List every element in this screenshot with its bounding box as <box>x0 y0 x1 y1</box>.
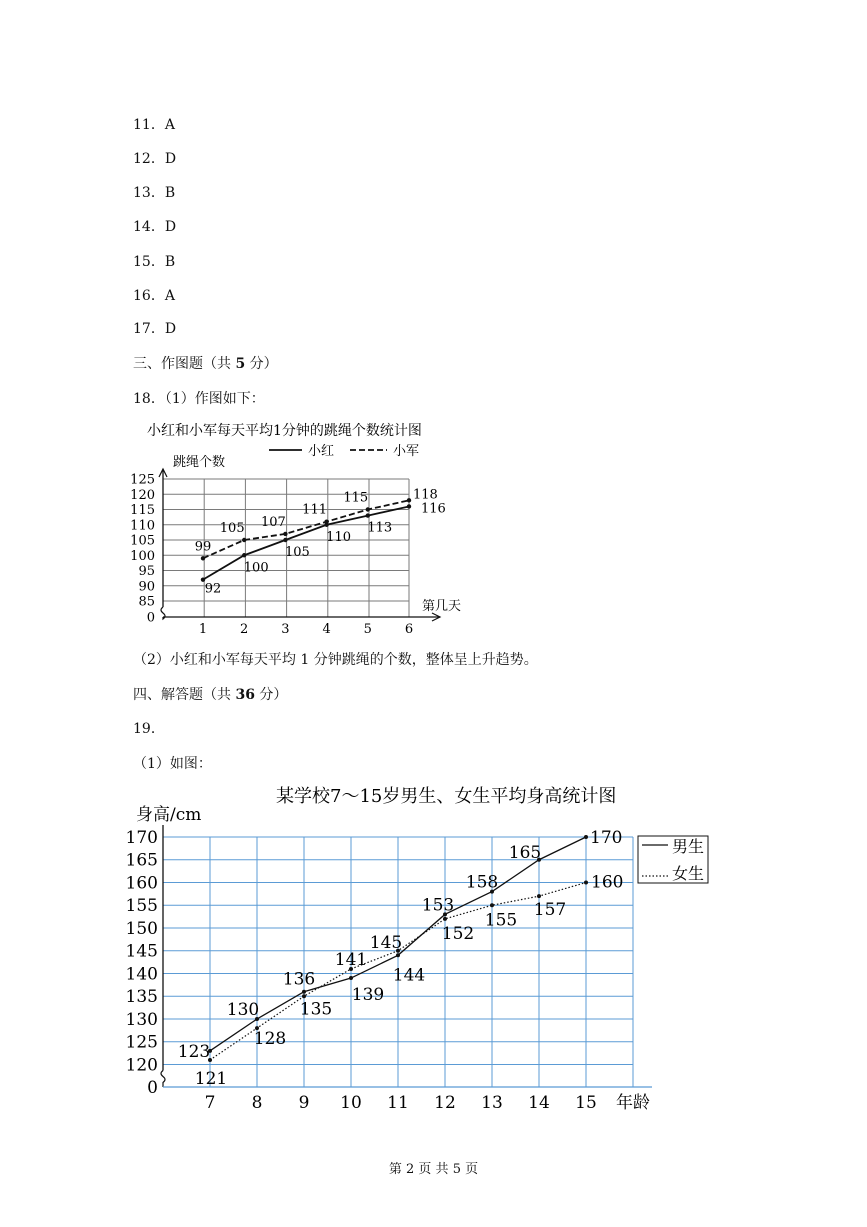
y-tick-label: 150 <box>125 918 158 939</box>
y-tick-label: 135 <box>125 987 158 1008</box>
series-2-point <box>407 498 411 502</box>
x-tick-label: 13 <box>481 1093 503 1113</box>
data-label: 121 <box>194 1068 228 1089</box>
series-1-point <box>584 835 588 839</box>
y-tick-label: 105 <box>130 533 155 549</box>
x-tick-label: 9 <box>298 1093 310 1113</box>
y-tick-label: 125 <box>125 1032 158 1053</box>
answer-16 <box>133 287 175 305</box>
series-1-point <box>302 990 306 994</box>
data-label: 118 <box>413 487 438 503</box>
legend-label-series-1: 小红 <box>308 444 335 459</box>
legend <box>269 444 419 459</box>
x-tick-label: 15 <box>575 1093 597 1113</box>
data-label: 153 <box>421 895 455 916</box>
y-tick-label: 0 <box>147 1077 158 1098</box>
legend-label-series-1: 男生 <box>672 837 705 856</box>
answer-number: 12． <box>133 151 165 167</box>
answer-choice: B <box>164 254 176 270</box>
series-2-point <box>537 894 541 898</box>
answer-number: 11． <box>133 117 165 133</box>
x-tick-label: 2 <box>240 622 249 637</box>
answer-number: 14． <box>133 219 165 235</box>
axes <box>161 825 652 1087</box>
data-labels <box>195 487 446 596</box>
data-label: 128 <box>253 1029 287 1050</box>
section-3-heading: 三、作图题（共 5 分） <box>133 356 278 372</box>
data-label: 110 <box>326 529 352 545</box>
axis-break-icon <box>161 1071 165 1088</box>
y-tick-label: 90 <box>138 579 155 595</box>
y-tick-label: 95 <box>138 564 155 580</box>
answer-choice: A <box>164 117 175 133</box>
y-tick-label: 100 <box>130 548 155 564</box>
data-label: 100 <box>243 560 269 576</box>
legend <box>638 836 708 883</box>
series-2-point <box>366 507 370 511</box>
height-line-chart <box>125 780 730 1125</box>
x-axis-label: 年龄 <box>616 1093 650 1113</box>
data-label: 123 <box>177 1041 211 1062</box>
answer-number: 16． <box>133 288 165 304</box>
question-18-label: 18．（1）作图如下： <box>133 391 265 407</box>
data-labels <box>178 828 624 1089</box>
y-axis-label: 跳绳个数 <box>173 455 226 470</box>
series-2-point <box>490 903 494 907</box>
answer-13 <box>133 184 175 202</box>
data-label: 135 <box>299 999 333 1020</box>
series-1-point <box>396 953 400 957</box>
jump-rope-line-chart <box>130 414 470 637</box>
y-tick-label: 85 <box>138 594 155 610</box>
series-1-point <box>349 976 353 980</box>
answer-11 <box>133 116 175 134</box>
legend-label-series-2: 女生 <box>672 864 705 883</box>
chart-title: 小红和小军每天平均1分钟的跳绳个数统计图 <box>147 423 422 439</box>
answer-number: 13． <box>133 185 165 201</box>
answer-choice: B <box>164 185 176 201</box>
x-tick-label: 8 <box>251 1093 263 1113</box>
data-label: 144 <box>392 965 426 986</box>
y-tick-label: 125 <box>130 472 155 488</box>
series-2-point <box>302 994 306 998</box>
data-label: 141 <box>334 949 368 970</box>
grid <box>163 837 633 1087</box>
y-axis-label: 身高/cm <box>136 805 202 825</box>
data-label: 165 <box>508 842 542 863</box>
page-footer: 第 2 页 共 5 页 <box>388 1162 479 1177</box>
answer-choice: D <box>164 151 177 167</box>
y-tick-label: 120 <box>130 487 155 503</box>
data-label: 158 <box>465 872 499 893</box>
answer-choice: D <box>164 321 177 337</box>
answer-14 <box>133 218 176 236</box>
data-label: 160 <box>591 872 624 893</box>
y-tick-label: 165 <box>125 850 158 871</box>
x-tick-label: 14 <box>528 1093 550 1113</box>
data-label: 99 <box>194 539 212 555</box>
answer-15 <box>133 253 175 271</box>
section-4-heading: 四、解答题（共 36 分） <box>133 687 288 703</box>
y-tick-label: 110 <box>130 518 155 534</box>
data-label: 116 <box>421 501 446 517</box>
y-tick-label: 160 <box>125 873 158 894</box>
chart-title: 某学校7～15岁男生、女生平均身高统计图 <box>276 786 617 807</box>
question-19-part-1: （1）如图： <box>133 756 212 772</box>
data-label: 170 <box>590 828 623 848</box>
y-tick-label: 0 <box>146 610 155 626</box>
data-label: 157 <box>533 900 567 921</box>
data-label: 145 <box>369 932 403 953</box>
data-label: 139 <box>351 985 385 1006</box>
series-2-point <box>201 556 205 560</box>
data-label: 113 <box>367 520 393 536</box>
series-2-point <box>242 538 246 542</box>
section-3-score: 5 <box>235 356 246 372</box>
data-label: 92 <box>204 581 222 597</box>
data-label: 105 <box>219 521 245 536</box>
x-tick-label: 12 <box>434 1093 456 1113</box>
question-19-label: 19． <box>133 721 165 737</box>
answer-choice: A <box>164 288 175 304</box>
answer-number: 17． <box>133 321 165 337</box>
section-4-score: 36 <box>235 687 255 703</box>
question-18-part-2: （2）小红和小军每天平均 1 分钟跳绳的个数，整体呈上升趋势。 <box>133 652 538 668</box>
data-label: 152 <box>441 923 475 944</box>
series-2-point <box>584 881 588 885</box>
x-tick-label: 5 <box>363 622 372 637</box>
x-tick-label: 1 <box>198 622 208 637</box>
data-label: 115 <box>343 490 369 506</box>
x-tick-label: 3 <box>281 622 290 637</box>
y-tick-label: 145 <box>125 941 158 962</box>
data-label: 105 <box>284 545 310 560</box>
series-1-point <box>242 553 246 557</box>
series-2-point <box>324 520 328 524</box>
y-tick-label: 130 <box>125 1009 158 1030</box>
answer-17 <box>133 320 176 338</box>
y-tick-label: 115 <box>130 503 155 519</box>
x-tick-label: 7 <box>204 1093 216 1113</box>
x-tick-label: 11 <box>387 1093 409 1113</box>
y-tick-label: 140 <box>125 964 158 985</box>
y-tick-label: 120 <box>125 1055 158 1076</box>
data-label: 136 <box>282 969 316 990</box>
series-2-point <box>283 532 287 536</box>
answer-number: 15． <box>133 254 165 270</box>
data-label: 130 <box>226 1000 260 1020</box>
x-tick-label: 10 <box>340 1093 362 1113</box>
y-tick-label: 170 <box>125 827 158 848</box>
answer-12 <box>133 150 176 168</box>
y-tick-label: 155 <box>125 896 158 917</box>
x-axis-label: 第几天 <box>422 599 462 614</box>
legend-label-series-2: 小军 <box>393 444 420 459</box>
series-1-point <box>366 513 370 517</box>
series-1-point <box>407 504 411 508</box>
x-tick-label: 4 <box>322 622 331 637</box>
series-2-point <box>443 917 447 921</box>
series-1-point <box>283 538 287 542</box>
answer-choice: D <box>164 219 177 235</box>
x-tick-label: 6 <box>404 622 414 637</box>
data-label: 107 <box>260 514 286 530</box>
data-label: 155 <box>484 910 518 931</box>
data-label: 111 <box>302 502 328 518</box>
